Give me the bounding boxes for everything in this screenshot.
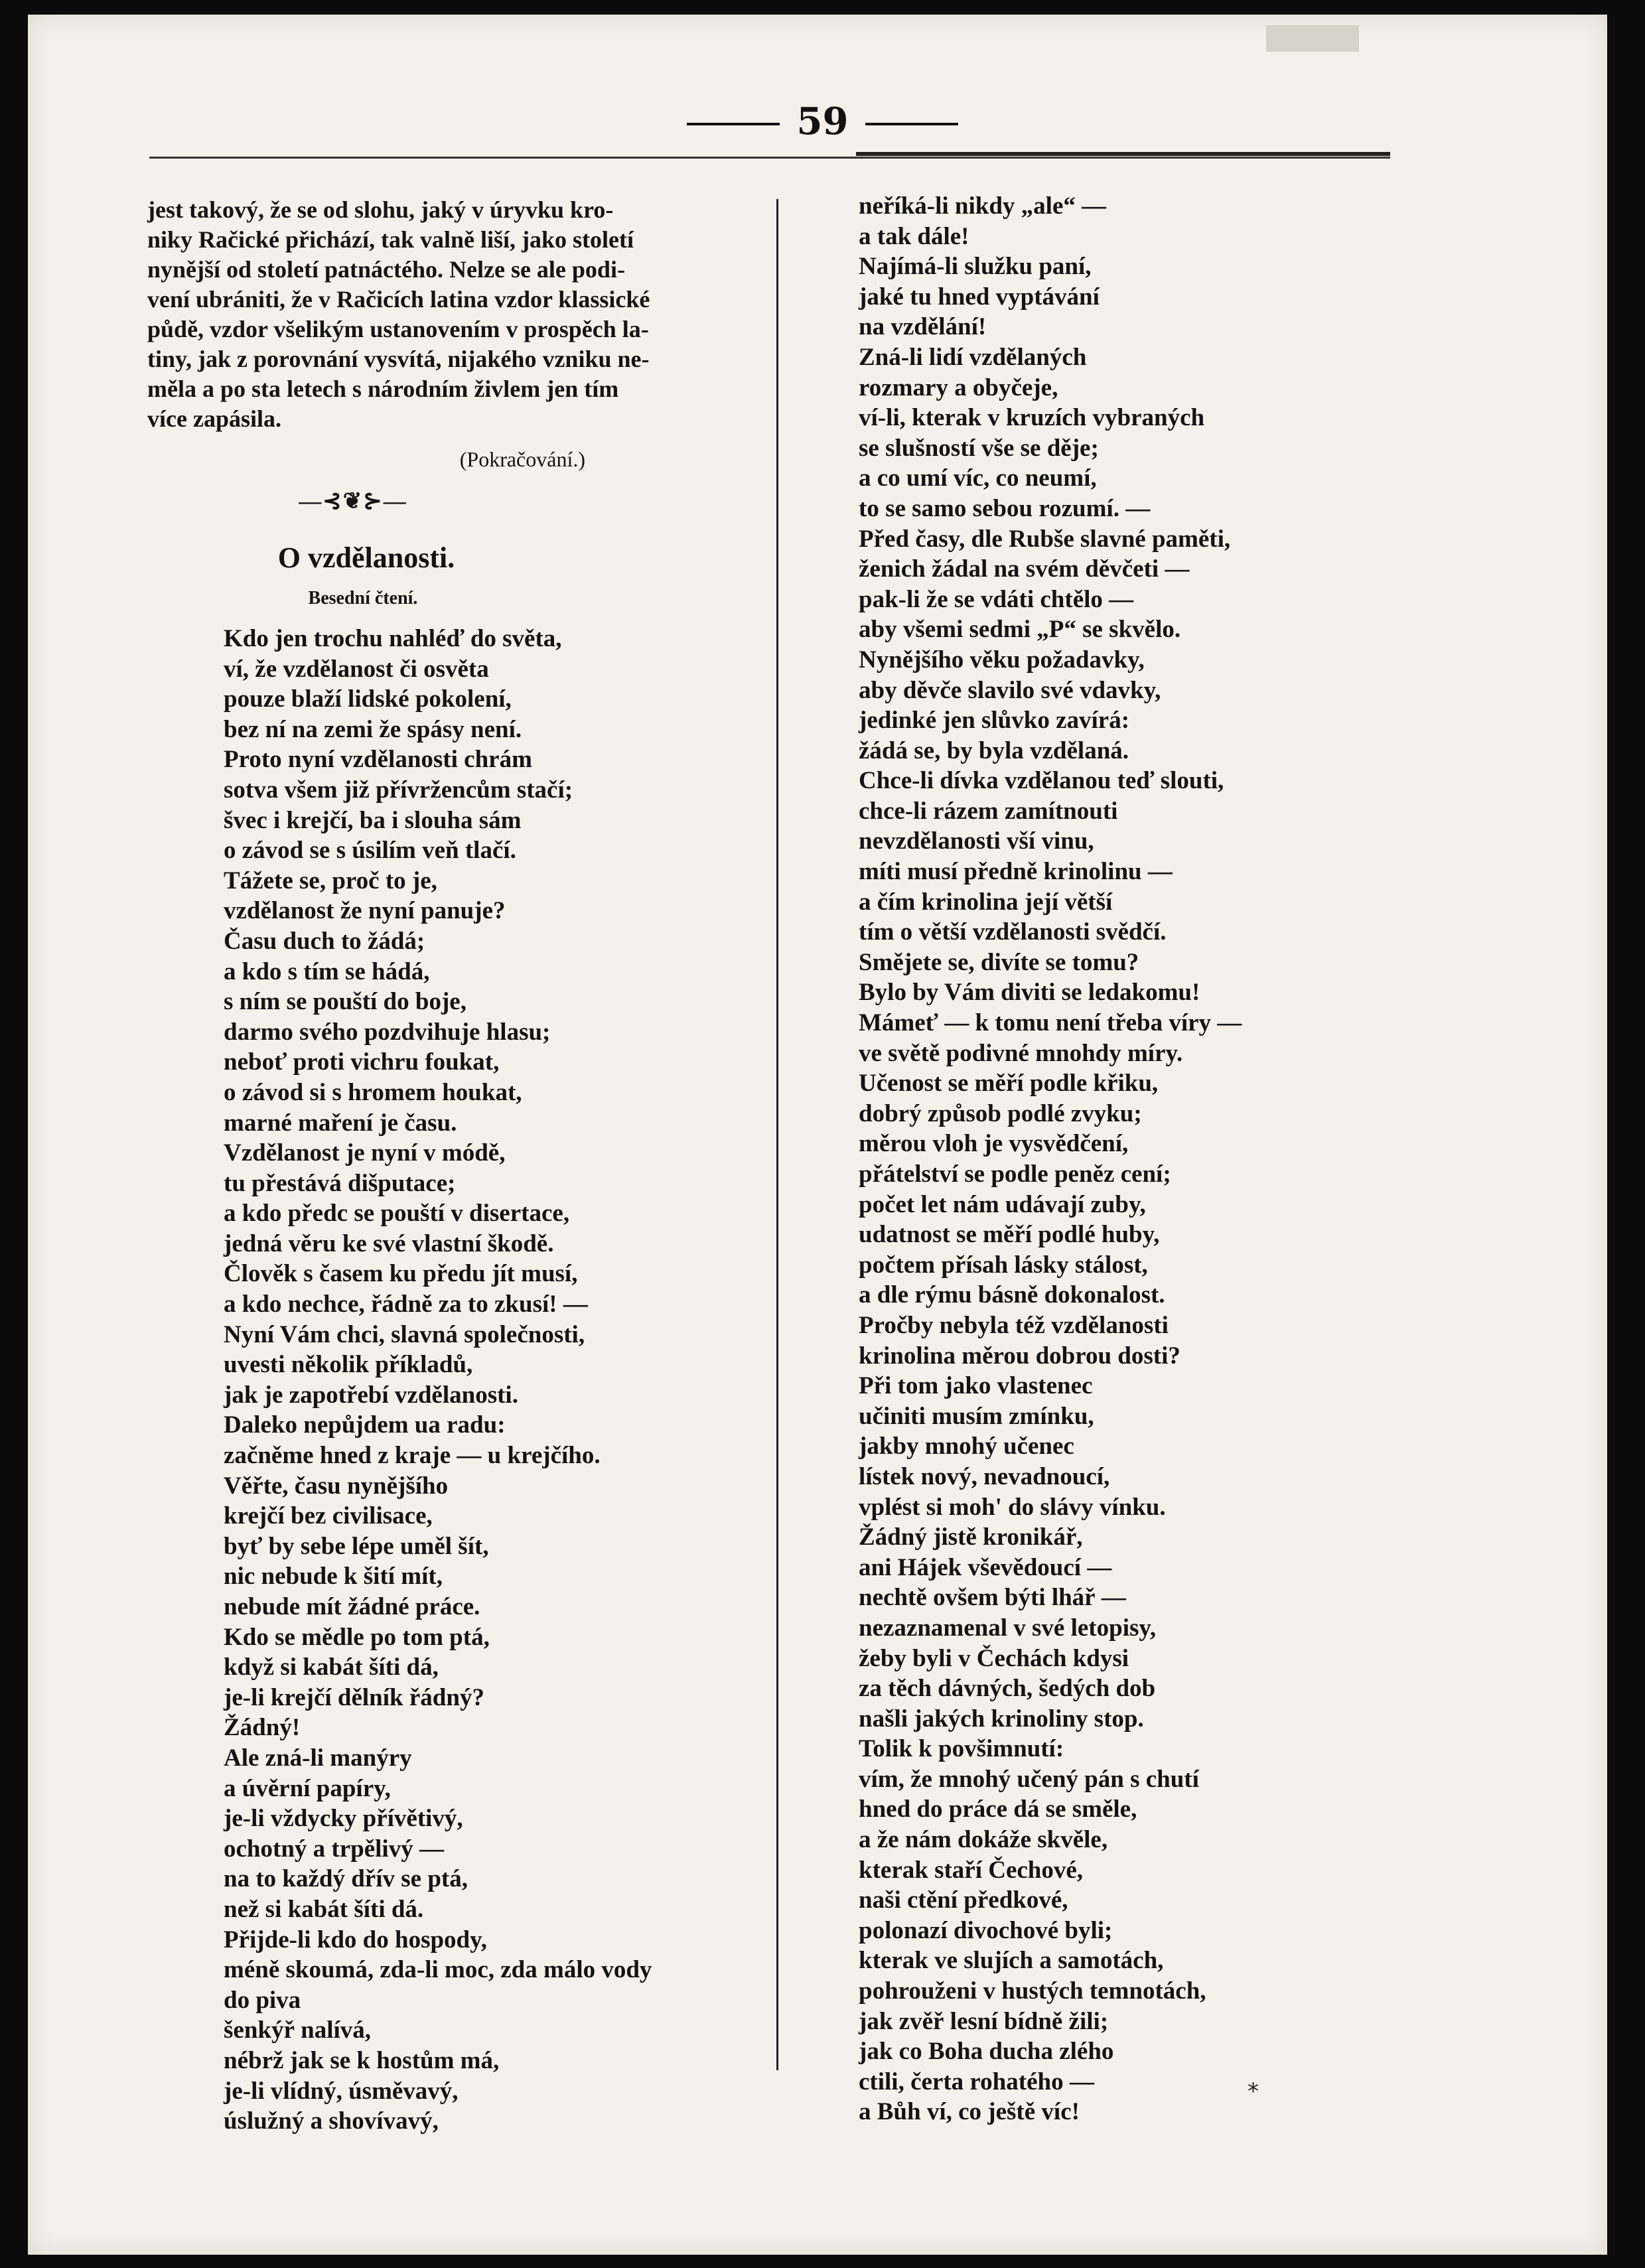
- verse-line: sotva všem již přívržencům stačí;: [224, 776, 573, 804]
- header-rule: [149, 157, 1390, 159]
- verse-line: neboť proti vichru foukat,: [224, 1048, 500, 1076]
- prose-line: více zapásila.: [147, 405, 281, 432]
- prose-line: půdě, vzdor všelikým ustanovením v prospěch la-: [147, 316, 649, 342]
- verse-line: než si kabát šíti dá.: [224, 1895, 424, 1923]
- verse-line: ctili, čerta rohatého —: [859, 2068, 1094, 2095]
- verse-line: bez ní na zemi že spásy není.: [224, 715, 522, 743]
- verse-line: začněme hned z kraje — u krejčího.: [224, 1442, 601, 1470]
- verse-line: ve světě podivné mnohdy míry.: [859, 1039, 1183, 1067]
- verse-line: když si kabát šíti dá,: [224, 1654, 439, 1681]
- verse-line: o závod si s hromem houkat,: [224, 1078, 522, 1106]
- verse-line: nezaznamenal v své letopisy,: [859, 1614, 1157, 1642]
- verse-line: kterak ve slujích a samotách,: [859, 1947, 1164, 1975]
- verse-line: ženich žádal na svém děvčeti —: [859, 555, 1190, 583]
- prose-line: nynější od století patnáctého. Nelze se ale podi-: [147, 256, 625, 283]
- verse-line: krejčí bez civilisace,: [224, 1502, 433, 1530]
- verse-line: hned do práce dá se směle,: [859, 1796, 1137, 1823]
- verse-line: marné maření je času.: [224, 1109, 457, 1137]
- verse-line: žádá se, by byla vzdělaná.: [859, 737, 1129, 764]
- column-divider: [776, 199, 778, 2070]
- verse-line: švec i krejčí, ba i slouha sám: [224, 806, 522, 834]
- verse-line: Nyní Vám chci, slavná společnosti,: [224, 1320, 585, 1348]
- verse-line: Učenost se měří podle křiku,: [859, 1070, 1159, 1098]
- verse-line: dobrý způsob podlé zvyku;: [859, 1099, 1142, 1127]
- verse-line: Chce-li dívka vzdělanou teď slouti,: [859, 767, 1224, 795]
- article-continuation-text: [147, 195, 758, 434]
- prose-line: měla a po sta letech s národním živlem jen tím: [147, 376, 619, 402]
- poem-verse-left: [224, 624, 758, 2137]
- verse-line: udatnost se měří podlé huby,: [859, 1221, 1160, 1249]
- verse-line: Proto nyní vzdělanosti chrám: [224, 746, 532, 774]
- prose-line: jest takový, že se od slohu, jaký v úryvku kro-: [147, 196, 614, 223]
- verse-line: aby děvče slavilo své vdavky,: [859, 676, 1161, 704]
- verse-line: vplést si moh' do slávy vínku.: [859, 1493, 1166, 1521]
- verse-line: pak-li že se vdáti chtělo —: [859, 585, 1134, 613]
- verse-line: nébrž jak se k hostům má,: [224, 2046, 500, 2074]
- section-ornament: —⊰❦⊱—: [299, 489, 407, 514]
- verse-line: do piva: [224, 1986, 301, 2014]
- verse-line: Kdo jen trochu nahléď do světa,: [224, 625, 562, 652]
- verse-line: a kdo s tím se hádá,: [224, 957, 430, 985]
- page-number-text: 59: [796, 100, 849, 143]
- verse-line: Smějete se, divíte se tomu?: [859, 948, 1139, 976]
- verse-line: nebude mít žádné práce.: [224, 1593, 480, 1620]
- verse-line: a dle rýmu básně dokonalost.: [859, 1281, 1165, 1309]
- verse-line: Člověk s časem ku předu jít musí,: [224, 1260, 578, 1288]
- verse-line: s ním se pouští do boje,: [224, 988, 466, 1016]
- verse-line: Pročby nebyla též vzdělanosti: [859, 1311, 1169, 1339]
- verse-line: našli jakých krinoliny stop.: [859, 1705, 1144, 1733]
- verse-line: a co umí víc, co neumí,: [859, 464, 1097, 492]
- verse-line: a čím krinolina její větší: [859, 888, 1113, 916]
- poem-verse-right: [859, 191, 1456, 2127]
- paper-tape-mark: [1266, 25, 1359, 52]
- verse-line: méně skoumá, zda-li moc, zda málo vody: [224, 1956, 652, 1984]
- prose-line: tiny, jak z porovnání vysvítá, nijakého vzniku ne-: [147, 346, 650, 372]
- verse-line: a že nám dokáže skvěle,: [859, 1826, 1108, 1854]
- page-number-dash-left: [687, 123, 780, 125]
- verse-line: počet let nám udávají zuby,: [859, 1190, 1146, 1218]
- verse-line: je-li vždycky přívětivý,: [224, 1805, 463, 1833]
- verse-line: měrou vloh je vysvědčení,: [859, 1130, 1129, 1158]
- verse-line: nechtě ovšem býti lhář —: [859, 1584, 1126, 1612]
- verse-line: Tolik k povšimnutí:: [859, 1735, 1064, 1763]
- verse-line: míti musí předně krinolinu —: [859, 858, 1173, 886]
- verse-line: tu přestává dišputace;: [224, 1169, 456, 1197]
- verse-line: a kdo předc se pouští v disertace,: [224, 1200, 570, 1228]
- verse-line: Času duch to žádá;: [224, 927, 425, 955]
- verse-line: ví, že vzdělanost či osvěta: [224, 655, 489, 683]
- verse-line: Tážete se, proč to je,: [224, 867, 437, 894]
- verse-line: kterak staří Čechové,: [859, 1856, 1084, 1884]
- verse-line: byť by sebe lépe uměl šít,: [224, 1532, 489, 1560]
- verse-line: jedinké jen slůvko zavírá:: [859, 707, 1130, 735]
- verse-line: ani Hájek vševědoucí —: [859, 1553, 1112, 1581]
- verse-line: je-li vlídný, úsměvavý,: [224, 2077, 459, 2105]
- verse-line: a tak dále!: [859, 222, 969, 250]
- verse-line: nic nebude k šití mít,: [224, 1563, 443, 1591]
- prose-line: vení ubrániti, že v Račicích latina vzdor klassické: [147, 286, 650, 313]
- verse-line: a úvěrní papíry,: [224, 1774, 391, 1802]
- verse-line: aby všemi sedmi „P“ se skvělo.: [859, 616, 1181, 644]
- verse-line: Kdo se mědle po tom ptá,: [224, 1623, 490, 1651]
- verse-line: naši ctění předkové,: [859, 1886, 1068, 1914]
- verse-line: ochotný a trpělivý —: [224, 1835, 444, 1863]
- verse-line: Najímá-li služku paní,: [859, 253, 1092, 281]
- verse-line: uvesti několik příkladů,: [224, 1351, 473, 1379]
- verse-line: Žádný!: [224, 1714, 301, 1742]
- verse-line: Daleko nepůjdem ua radu:: [224, 1411, 506, 1439]
- verse-line: o závod se s úsilím veň tlačí.: [224, 837, 516, 865]
- verse-line: Před časy, dle Rubše slavné paměti,: [859, 525, 1231, 553]
- verse-line: jak je zapotřebí vzdělanosti.: [224, 1381, 518, 1409]
- verse-line: Nynějšího věku požadavky,: [859, 646, 1145, 673]
- verse-line: Věřte, času nynějšího: [224, 1472, 449, 1500]
- verse-line: krinolina měrou dobrou dosti?: [859, 1342, 1180, 1370]
- verse-line: ví-li, kterak v kruzích vybraných: [859, 404, 1205, 432]
- verse-line: na to každý dřív se ptá,: [224, 1865, 468, 1893]
- verse-line: pouze blaží lidské pokolení,: [224, 685, 512, 713]
- verse-line: vím, že mnohý učený pán s chutí: [859, 1765, 1199, 1793]
- verse-line: pohrouženi v hustých temnotách,: [859, 1977, 1206, 2005]
- verse-line: lístek nový, nevadnoucí,: [859, 1462, 1110, 1490]
- verse-line: Při tom jako vlastenec: [859, 1372, 1093, 1400]
- page-number-dash-right: [865, 123, 958, 125]
- verse-line: Vzdělanost je nyní v módě,: [224, 1139, 506, 1167]
- verse-line: to se samo sebou rozumí. —: [859, 494, 1151, 522]
- verse-line: učiniti musím zmínku,: [859, 1402, 1094, 1430]
- verse-line: vzdělanost že nyní panuje?: [224, 897, 506, 925]
- poem-subtitle: Besední čtení.: [308, 588, 418, 608]
- continued-note: (Pokračování.): [459, 447, 585, 471]
- verse-line: Zná-li lidí vzdělaných: [859, 343, 1087, 371]
- verse-line: za těch dávných, šedých dob: [859, 1675, 1156, 1703]
- verse-line: chce-li rázem zamítnouti: [859, 797, 1118, 825]
- verse-line: jak zvěř lesní bídně žili;: [859, 2007, 1109, 2035]
- verse-line: se slušností vše se děje;: [859, 434, 1099, 462]
- header-rule-thick: [856, 152, 1390, 156]
- verse-line: darmo svého pozdvihuje hlasu;: [224, 1018, 551, 1046]
- verse-line: Přijde-li kdo do hospody,: [224, 1926, 487, 1953]
- verse-line: na vzdělání!: [859, 313, 987, 341]
- right-column: [859, 191, 1456, 2127]
- left-column: [147, 195, 758, 2137]
- verse-line: je-li krejčí dělník řádný?: [224, 1683, 484, 1711]
- verse-line: jakby mnohý učenec: [859, 1433, 1074, 1460]
- verse-line: přátelství se podle peněz cení;: [859, 1161, 1171, 1188]
- verse-line: a Bůh ví, co ještě víc!: [859, 2098, 1080, 2126]
- poem-title: O vzdělanosti.: [277, 541, 455, 574]
- verse-line: šenkýř nalívá,: [224, 2017, 372, 2044]
- verse-line: a kdo nechce, řádně za to zkusí! —: [224, 1291, 588, 1318]
- verse-line: jaké tu hned vyptávání: [859, 283, 1100, 311]
- verse-line: Ale zná-li manýry: [224, 1744, 412, 1772]
- verse-line: úslužný a shovívavý,: [224, 2107, 439, 2135]
- page-number: [0, 100, 1645, 143]
- verse-line: rozmary a obyčeje,: [859, 374, 1058, 401]
- verse-line: žeby byli v Čechách kdysi: [859, 1644, 1129, 1672]
- verse-line: neříká-li nikdy „ale“ —: [859, 192, 1107, 220]
- verse-line: Mámeť — k tomu není třeba víry —: [859, 1009, 1242, 1037]
- verse-line: počtem přísah lásky stálost,: [859, 1251, 1148, 1279]
- verse-line: jedná věru ke své vlastní škodě.: [224, 1230, 554, 1257]
- verse-line: jak co Boha ducha zlého: [859, 2038, 1114, 2066]
- verse-line: tím o větší vzdělanosti svědčí.: [859, 918, 1167, 946]
- verse-line: Žádný jistě kronikář,: [859, 1524, 1083, 1551]
- verse-line: Bylo by Vám diviti se ledakomu!: [859, 979, 1200, 1007]
- end-asterisk: *: [1248, 2078, 1259, 2105]
- verse-line: nevzdělanosti vší vinu,: [859, 827, 1094, 855]
- verse-line: polonazí divochové byli;: [859, 1916, 1113, 1944]
- prose-line: niky Račické přichází, tak valně liší, jako století: [147, 226, 634, 253]
